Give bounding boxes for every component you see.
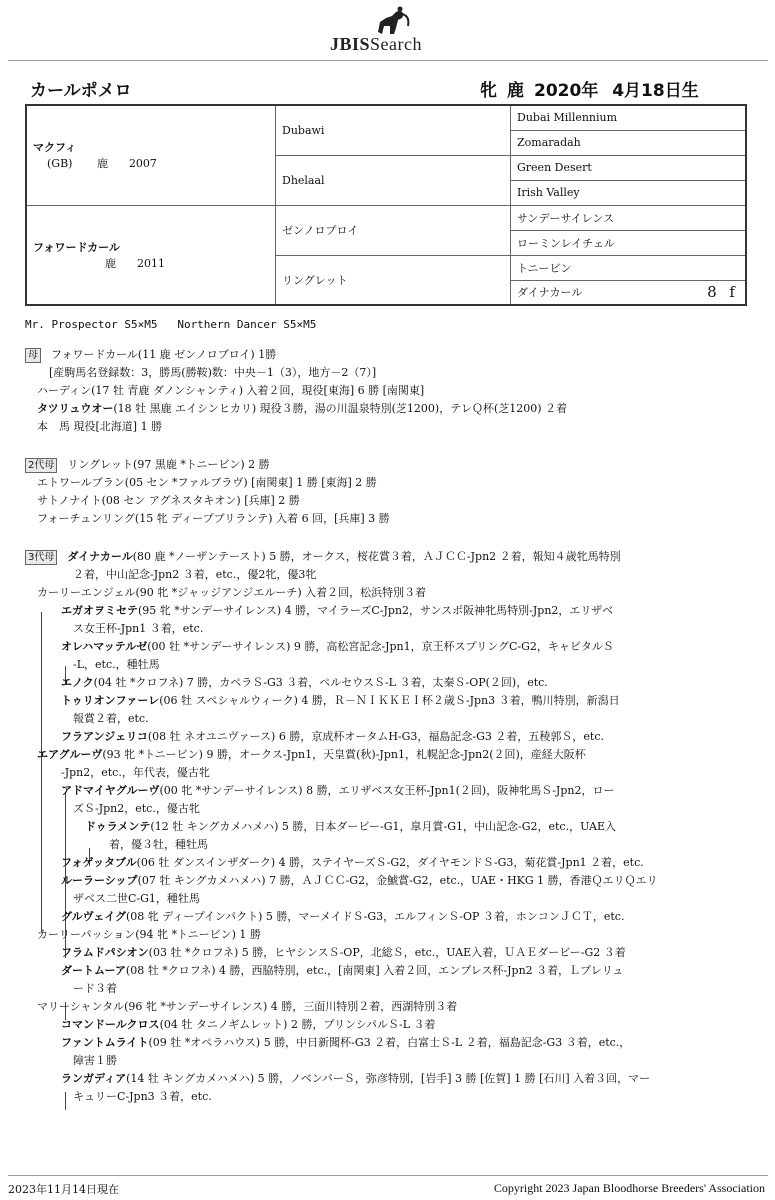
dam-progeny: ハーディン(17 牡 青鹿 ダノンシャンティ) 入着２回，現役[東海] 6 勝 [南関東] (37, 384, 425, 397)
descendant-line: グルヴェイグ(08 牝 ディープインパクト) 5 勝，マーメイドＳ-G3，エルフィンＳ-OP ３着，ホンコンＪＣＴ，etc. (61, 910, 625, 923)
sire-name[interactable]: マクフィ (33, 141, 77, 155)
dam-section (25, 346, 725, 436)
second-dam-line: リングレット(97 黒鹿 *トニービン) 2 勝 (67, 458, 270, 471)
sdd-cell[interactable]: Irish Valley (511, 180, 747, 205)
logo-text: JBISSearch (330, 34, 423, 54)
horse-info (480, 76, 709, 101)
horse-sex: 牝 (480, 81, 497, 101)
dss-cell[interactable]: サンデーサイレンス (511, 205, 747, 230)
dam-progeny-count: [産駒馬名登録数：3，勝馬(勝鞍)数：中央－1（3），地方－2（7）] (49, 366, 377, 379)
sds-cell[interactable]: Green Desert (511, 155, 747, 180)
self-line: 本 馬 現役[北海道] 1 勝 (37, 420, 163, 433)
ddd-cell[interactable] (511, 280, 747, 305)
ssd-cell[interactable]: Zomaradah (511, 130, 747, 155)
dsd-cell[interactable]: ローミンレイチェル (511, 230, 747, 255)
descendant-line: ファントムライト(09 牡 *オペラハウス) 5 勝，中日新聞杯-G3 ２着，白富士Ｓ-L ２着，福島記念-G3 ３着，etc.， (61, 1036, 631, 1049)
ds-cell[interactable]: ゼンノロブロイ (276, 205, 511, 255)
descendant-line: フラアンジェリコ(08 牡 ネオユニヴァース) 6 勝，京成杯オータムH-G3，福島記念-G3 ２着，五稜郭Ｓ，etc. (61, 730, 605, 743)
descendant-line: カーリーパッション(94 牝 *トニービン) 1 勝 (37, 928, 261, 941)
descendant-line: カーリーエンジェル(90 牝 *ジャッジアンジエルーチ) 入着２回，松浜特別３着 (37, 586, 427, 599)
dds-cell[interactable]: トニービン (511, 255, 747, 280)
descendant-line: フラムドパシオン(03 牡 *クロフネ) 5 勝，ヒヤシンスＳ-OP，北総Ｓ，etc.，UAE入着，ＵＡＥダービー-G2 ３着 (61, 946, 626, 959)
dam-progeny: タツリュウオー(18 牡 黒鹿 エイシンヒカリ) 現役３勝，湯の川温泉特別(芝1200)，テレＱ杯(芝1200) ２着 (37, 402, 568, 415)
dam-name[interactable]: フォワードカール (33, 240, 120, 254)
horse-rider-icon (370, 6, 414, 36)
dam-cell (26, 205, 276, 305)
descendant-line: エアグルーヴ(93 牝 *トニービン) 9 勝，オークス-Jpn1，天皇賞(秋)-Jpn1，札幌記念-Jpn2(２回)，産経大阪杯 (37, 748, 586, 761)
descendant-line: ルーラーシップ(07 牡 キングカメハメハ) 7 勝，ＡＪＣＣ-G2，金鯱賞-G2，etc.，UAE・HKG 1 勝，香港ＱエリＱエリ (61, 874, 658, 887)
descendant-line: オレハマッテルゼ(00 牡 *サンデーサイレンス) 9 勝，高松宮記念-Jpn1，京王杯スプリングC-G2，キャピタルＳ (61, 640, 614, 653)
second-dam-tag: 2代母 (25, 458, 57, 473)
third-dam-section: 3代母 ダイナカール(80 鹿 *ノーザンテースト) 5 勝，オークス，桜花賞３着，ＡＪＣＣ-Jpn2 ２着，報知４歳牝馬特別 ２着，中山記念-Jpn2 ３着，etc.，優2牝，優3牝 カーリーエンジェル(90 牝 *ジャッジアンジエルーチ) 入着２回，松浜特別３着 エガオヲミセテ(95 牝 *サンデーサイレンス) 4 勝，マイラーズC-Jpn2，サンスポ阪神牝馬特別-Jpn2，エリザベ ス女王杯-Jpn1 ３着，etc. オレハマッテルゼ(00 牡 *サンデーサイレンス) 9 勝，高松宮記念-Jpn1，京王杯スプリングC-G2，キャピタルＳ -L，etc.，種牡馬 エノク(04 牡 *クロフネ) 7 勝，カペラＳ-G3 ３着，ペルセウスＳ-L ３着，太秦Ｓ-OP(２回)，etc. トゥリオンファーレ(06 牡 スペシャルウィーク) 4 勝，Ｒ－ＮＩＫＫＥＩ杯２歳Ｓ-Jpn3 ３着，鴨川特別，新潟日 報賞２着，etc. フラアンジェリコ(08 牡 ネオユニヴァース) 6 勝，京成杯オータムH-G3，福島記念-G3 ２着，五稜郭Ｓ，etc. エアグルーヴ(93 牝 *トニービン) 9 勝，オークス-Jpn1，天皇賞(秋)-Jpn1，札幌記念-Jpn2(２回)，産経大阪杯 -Jpn2，etc.，年代表，優古牝 アドマイヤグルーヴ(00 牝 *サンデーサイレンス) 8 勝，エリザベス女王杯-Jpn1(２回)，阪神牝馬Ｓ-Jpn2，ロー ズＳ-Jpn2，etc.，優古牝 ドゥラメンテ(12 牡 キングカメハメハ) 5 勝，日本ダービー-G1，皐月賞-G1，中山記念-G2，etc.，UAE入 着，優３牡，種牡馬 フォゲッタブル(06 牡 ダンスインザダーク) 4 勝，ステイヤーズＳ-G2，ダイヤモンドＳ-G3，菊花賞-Jpn1 ２着，etc. ルーラーシップ(07 牡 キングカメハメハ) 7 勝，ＡＪＣＣ-G2，金鯱賞-G2，etc.，UAE・HKG 1 勝，香港ＱエリＱエリ ザベス二世C-G1，種牡馬 グルヴェイグ(08 牝 ディープインパクト) 5 勝，マーメイドＳ-G3，エルフィンＳ-OP ３着，ホンコンＪＣＴ，etc. カーリーパッション(94 牝 *トニービン) 1 勝 フラムドパシオン(03 牡 *クロフネ) 5 勝，ヒヤシンスＳ-OP，北総Ｓ，etc.，UAE入着，ＵＡＥダービー-G2 ３着 ダートムーア(08 牡 *クロフネ) 4 勝，西脇特別，etc.，[南関東] 入着２回，エンプレス杯-Jpn2 ３着，Ｌプレリュ ード３着 マリーシャンタル(96 牝 *サンデーサイレンス) 4 勝，三面川特別２着，西湖特別３着 コマンドールクロス(04 牡 タニノギムレット) 2 勝，プリンシパルＳ-L ３着 ファントムライト(09 牡 *オペラハウス) 5 勝，中日新聞杯-G3 ２着，白富士Ｓ-L ２着，福島記念-G3 ３着，etc.， 障害１勝 ランガディア(14 牡 キングカメハメハ) 5 勝，ノベンバーＳ，弥彦特別，[岩手] 3 勝 [佐賀] 1 勝 [石川] 入着３回，マー キュリーC-Jpn3 ３着，etc. (25, 548, 725, 1106)
horse-color: 鹿 (507, 81, 524, 101)
descendant-line: コマンドールクロス(04 牡 タニノギムレット) 2 勝，プリンシパルＳ-L ３着 (61, 1018, 436, 1031)
ddd-name: ダイナカール (517, 286, 583, 300)
inbreed-marker: 8 f (707, 282, 739, 301)
second-dam-progeny: サトノナイト(08 セン アグネスタキオン) [兵庫] 2 勝 (37, 494, 300, 507)
descendant-line: アドマイヤグルーヴ(00 牝 *サンデーサイレンス) 8 勝，エリザベス女王杯-Jpn1(２回)，阪神牝馬Ｓ-Jpn2，ロー (61, 784, 615, 797)
as-of-date: 2023年11月14日現在 (8, 1183, 119, 1196)
descendant-line: トゥリオンファーレ(06 牡 スペシャルウィーク) 4 勝，Ｒ－ＮＩＫＫＥＩ杯２歳Ｓ-Jpn3 ３着，鴨川特別，新潟日 (61, 694, 620, 707)
second-dam-progeny: フォーチュンリング(15 牝 ディープブリランテ) 入着 6 回，[兵庫] 3 勝 (37, 512, 390, 525)
descendant-line: エガオヲミセテ(95 牝 *サンデーサイレンス) 4 勝，マイラーズC-Jpn2，サンスポ阪神牝馬特別-Jpn2，エリザベ (61, 604, 614, 617)
sss-cell[interactable]: Dubai Millennium (511, 105, 747, 130)
dam-details: 鹿 2011 (105, 256, 165, 270)
second-dam-section (25, 456, 725, 528)
header-divider (8, 60, 768, 61)
pedigree-table (25, 104, 747, 306)
inbreeding-crosses: Mr. Prospector S5×M5 Northern Dancer S5×M5 (25, 318, 317, 331)
dd-cell[interactable]: リングレット (276, 255, 511, 305)
descendant-line: ランガディア(14 牡 キングカメハメハ) 5 勝，ノベンバーＳ，弥彦特別，[岩手] 3 勝 [佐賀] 1 勝 [石川] 入着３回，マー (61, 1072, 651, 1085)
jbis-logo[interactable] (318, 6, 468, 56)
sire-cell (26, 105, 276, 205)
third-dam-name: ダイナカール (67, 550, 133, 563)
descendant-line: ドゥラメンテ(12 牡 キングカメハメハ) 5 勝，日本ダービー-G1，皐月賞-G1，中山記念-G2，etc.，UAE入 (85, 820, 616, 833)
sire-details: (GB) 鹿 2007 (47, 157, 157, 171)
dam-tag: 母 (25, 348, 41, 363)
horse-birth: 2020年 4月18日生 (534, 81, 699, 101)
descendant-line: エノク(04 牡 *クロフネ) 7 勝，カペラＳ-G3 ３着，ペルセウスＳ-L ３着，太秦Ｓ-OP(２回)，etc. (61, 676, 548, 689)
ss-cell[interactable]: Dubawi (276, 105, 511, 155)
sd-cell[interactable]: Dhelaal (276, 155, 511, 205)
descendant-line: ダートムーア(08 牡 *クロフネ) 4 勝，西脇特別，etc.，[南関東] 入着２回，エンプレス杯-Jpn2 ３着，Ｌプレリュ (61, 964, 624, 977)
dam-line: フォワードカール(11 鹿 ゼンノロブロイ) 1勝 (51, 348, 277, 361)
third-dam-tag: 3代母 (25, 550, 57, 565)
descendant-line: フォゲッタブル(06 牡 ダンスインザダーク) 4 勝，ステイヤーズＳ-G2，ダイヤモンドＳ-G3，菊花賞-Jpn1 ２着，etc. (61, 856, 644, 869)
horse-name: カールポメロ (30, 81, 132, 101)
second-dam-progeny: エトワールブラン(05 セン *ファルブラヴ) [南関東] 1 勝 [東海] 2 勝 (37, 476, 377, 489)
footer-divider (8, 1175, 768, 1176)
copyright: Copyright 2023 Japan Bloodhorse Breeders' Association (493, 1181, 765, 1195)
descendant-line: マリーシャンタル(96 牝 *サンデーサイレンス) 4 勝，三面川特別２着，西湖特別３着 (37, 1000, 458, 1013)
